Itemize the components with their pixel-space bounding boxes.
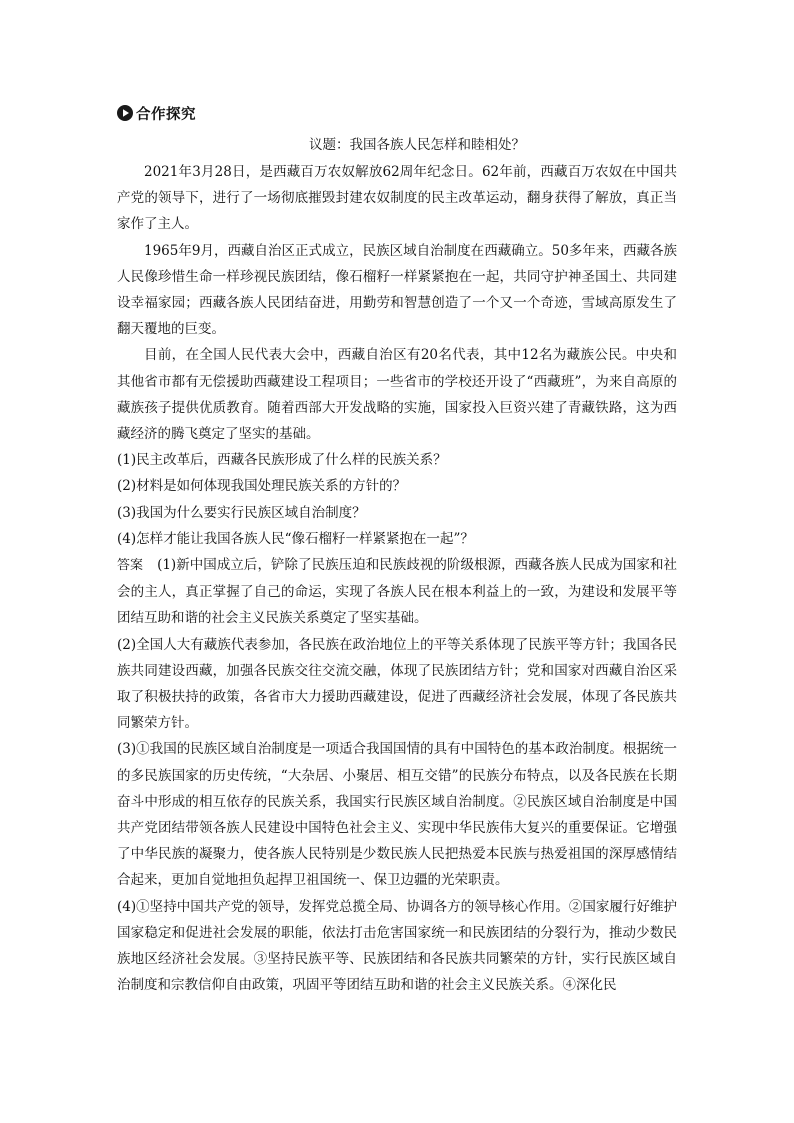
- material-paragraph-1: 2021年3月28日，是西藏百万农奴解放62周年纪念日。62年前，西藏百万农奴在中国共产党的领导下，进行了一场彻底摧毁封建农奴制度的民主改革运动，翻身获得了解放，真正当家作了主人。: [117, 164, 677, 233]
- question-3: (3)我国为什么要实行民族区域自治制度？: [117, 504, 366, 521]
- answer-label: 答案: [117, 558, 144, 574]
- answer-2: (2)全国人大有藏族代表参加，各民族在政治地位上的平等关系体现了民族平等方针；我国各民族共同建设西藏，加强各民族交往交流交融，体现了民族团结方针；党和国家对西藏自治区采取了积极扶持的政策，各省市大力援助西藏建设，促进了西藏经济社会发展，体现了各民族共同繁荣方针。: [117, 636, 677, 732]
- material-paragraph-3: 目前，在全国人民代表大会中，西藏自治区有20名代表，其中12名为藏族公民。中央和其他省市都有无偿援助西藏建设工程项目；一些省市的学校还开设了“西藏班”，为来自高原的藏族孩子提供优质教育。随着西部大开发战略的实施，国家投入巨资兴建了青藏铁路，这为西藏经济的腾飞奠定了坚实的基础。: [117, 347, 677, 443]
- answer-4: (4)①坚持中国共产党的领导，发挥党总揽全局、协调各方的领导核心作用。②国家履行好维护国家稳定和促进社会发展的职能，依法打击危害国家统一和民族团结的分裂行为，推动少数民族地区经济社会发展。③坚持民族平等、民族团结和各民族共同繁荣的方针，实行民族区域自治制度和宗教信仰自由政策，巩固平等团结互助和谐的社会主义民族关系。④深化民: [117, 898, 677, 994]
- answer-1-text: (1)新中国成立后，铲除了民族压迫和民族歧视的阶级根源，西藏各族人民成为国家和社会的主人，真正掌握了自己的命运，实现了各族人民在根本利益上的一致，为建设和发展平等团结互助和谐的社会主义民族关系奠定了坚实基础。: [117, 557, 677, 627]
- answer-3: (3)①我国的民族区域自治制度是一项适合我国国情的具有中国特色的基本政治制度。根据统一的多民族国家的历史传统，“大杂居、小聚居、相互交错”的民族分布特点，以及各民族在长期奋斗中形成的相互依存的民族关系，我国实行民族区域自治制度。②民族区域自治制度是中国共产党团结带领各族人民建设中国特色社会主义、实现中华民族伟大复兴的重要保证。它增强了中华民族的凝聚力，使各族人民特别是少数民族人民把热爱本民族与热爱祖国的深厚感情结合起来，更加自觉地担负起捍卫祖国统一、保卫边疆的光荣职责。: [117, 741, 677, 889]
- question-2: (2)材料是如何体现我国处理民族关系的方针的？: [117, 478, 407, 495]
- material-paragraph-2: 1965年9月，西藏自治区正式成立，民族区域自治制度在西藏确立。50多年来，西藏各族人民像珍惜生命一样珍视民族团结，像石榴籽一样紧紧抱在一起，共同守护神圣国土、共同建设幸福家园；西藏各族人民团结奋进，用勤劳和智慧创造了一个又一个奇迹，雪域高原发生了翻天覆地的巨变。: [117, 242, 677, 338]
- section-header: [117, 100, 677, 126]
- play-circle-icon: [117, 105, 133, 121]
- section-title: 合作探究: [136, 106, 196, 123]
- topic-heading: 议题：我国各族人民怎样和睦相处？: [309, 137, 525, 153]
- answer-1: [117, 552, 677, 632]
- question-4: (4)怎样才能让我国各族人民“像石榴籽一样紧紧抱在一起”？: [117, 530, 474, 547]
- document-page: [117, 100, 677, 999]
- question-1: (1)民主改革后，西藏各民族形成了什么样的民族关系？: [117, 452, 447, 469]
